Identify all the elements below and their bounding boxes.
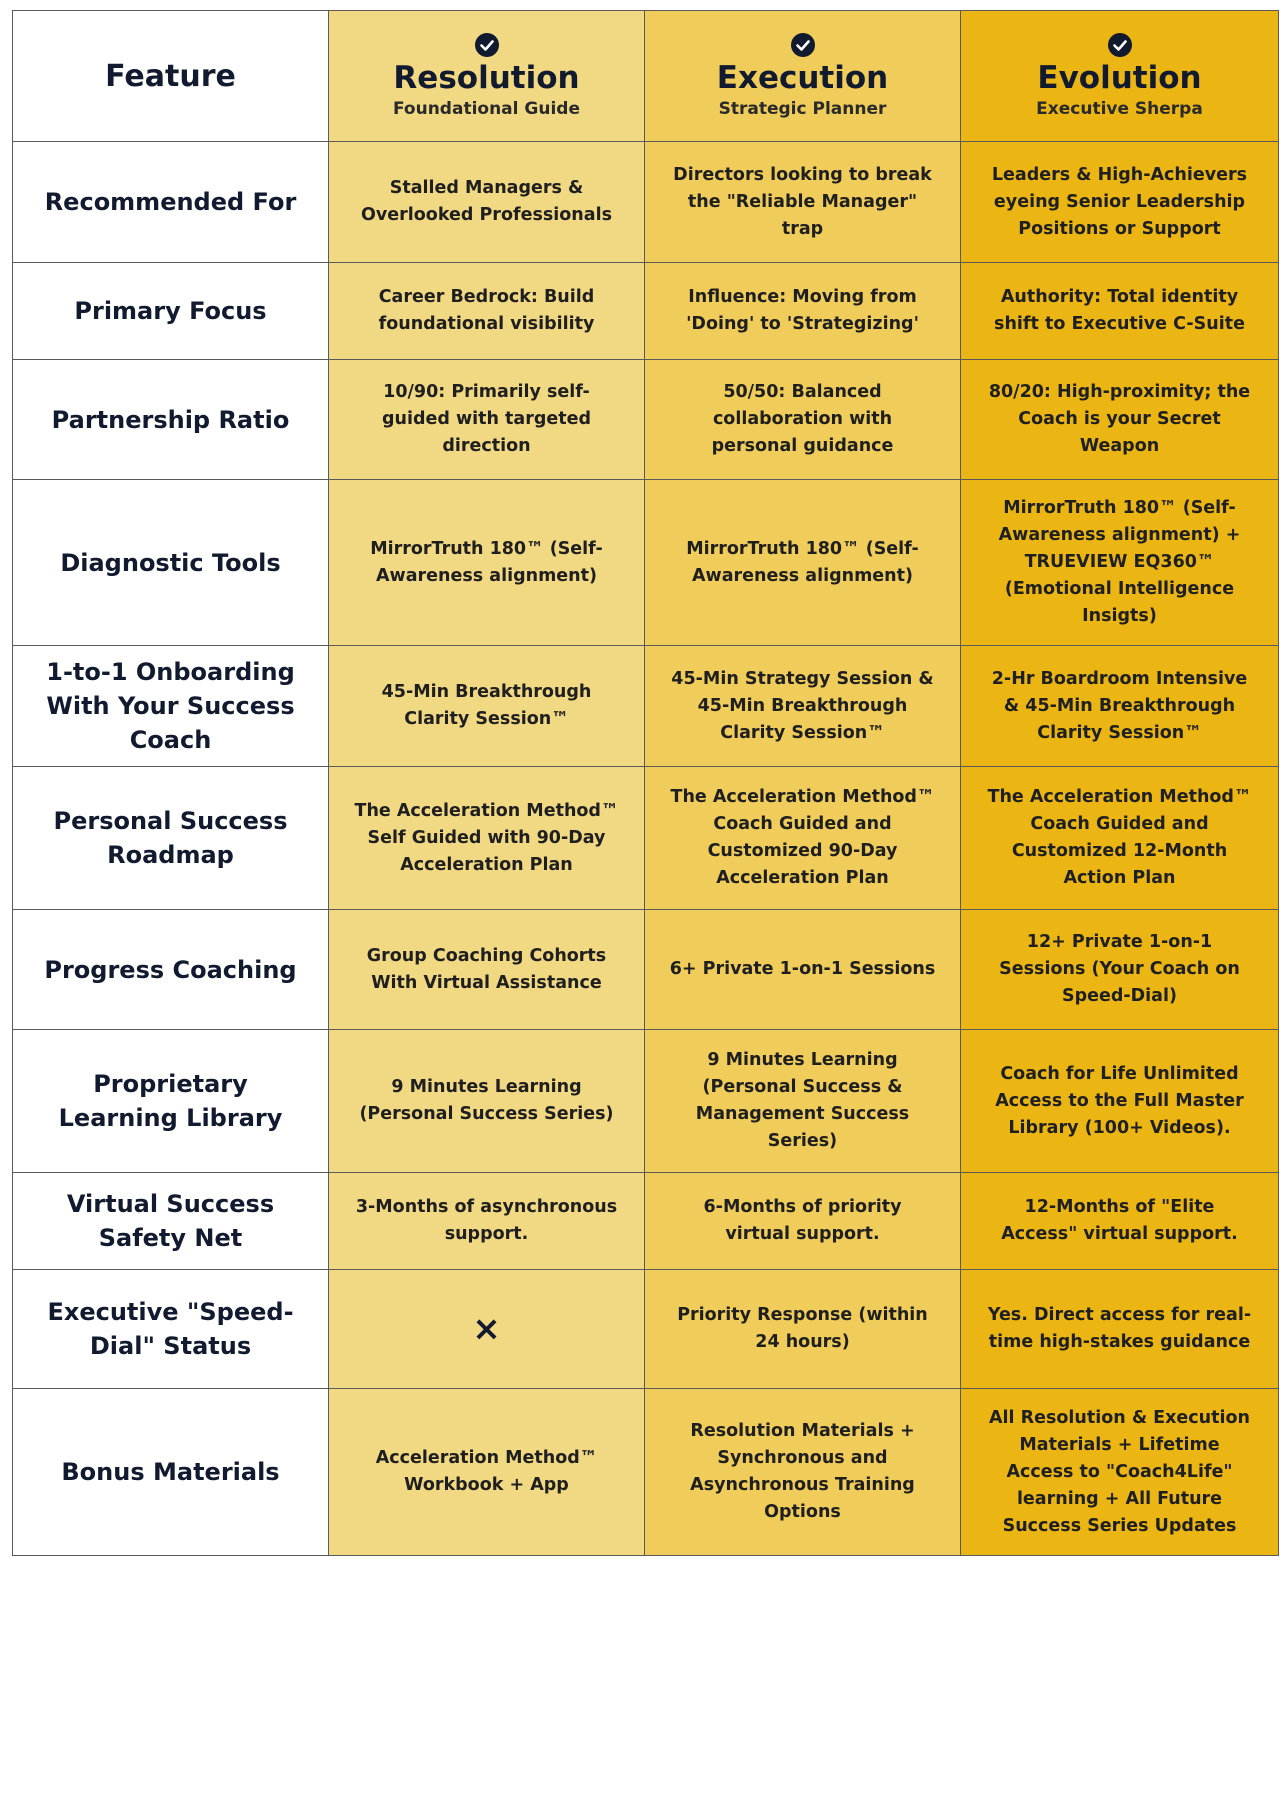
header-row [13, 11, 1279, 142]
plan-subtitle: Executive Sherpa [1036, 99, 1203, 119]
plan-header-execution [645, 11, 961, 142]
table-row [13, 1173, 1279, 1270]
plan-header-resolution [329, 11, 645, 142]
plan-header-evolution [961, 11, 1279, 142]
table-row [13, 646, 1279, 767]
table-cell: 9 Minutes Learning (Personal Success Series) [329, 1030, 645, 1173]
table-cell: Authority: Total identity shift to Executive C-Suite [961, 263, 1279, 360]
table-cell: Stalled Managers & Overlooked Professionals [329, 142, 645, 263]
table-cell: MirrorTruth 180™ (Self-Awareness alignment) [329, 480, 645, 646]
row-label: Proprietary Learning Library [13, 1030, 329, 1173]
table-row [13, 1270, 1279, 1389]
table-cell: Group Coaching Cohorts With Virtual Assistance [329, 910, 645, 1030]
check-circle-icon [1107, 32, 1133, 58]
table-cell: Priority Response (within 24 hours) [645, 1270, 961, 1389]
table-cell: 45-Min Strategy Session & 45-Min Breakthrough Clarity Session™ [645, 646, 961, 767]
table-cell: 2-Hr Boardroom Intensive & 45-Min Breakthrough Clarity Session™ [961, 646, 1279, 767]
table-row [13, 1389, 1279, 1556]
check-circle-icon [474, 32, 500, 58]
table-cell: The Acceleration Method™ Coach Guided and Customized 90-Day Acceleration Plan [645, 767, 961, 910]
table-row [13, 263, 1279, 360]
row-label: Diagnostic Tools [13, 480, 329, 646]
table-cell: 9 Minutes Learning (Personal Success & Management Success Series) [645, 1030, 961, 1173]
table-cell: Influence: Moving from 'Doing' to 'Strategizing' [645, 263, 961, 360]
table-cell: 6+ Private 1-on-1 Sessions [645, 910, 961, 1030]
table-cell: Leaders & High-Achievers eyeing Senior Leadership Positions or Support [961, 142, 1279, 263]
table-row [13, 1030, 1279, 1173]
row-label: Primary Focus [13, 263, 329, 360]
table-cell: 6-Months of priority virtual support. [645, 1173, 961, 1270]
not-included-x-icon: × [329, 1270, 645, 1389]
table-cell: 3-Months of asynchronous support. [329, 1173, 645, 1270]
table-row [13, 360, 1279, 480]
table-row [13, 142, 1279, 263]
table-cell: The Acceleration Method™ Self Guided with 90-Day Acceleration Plan [329, 767, 645, 910]
row-label: Personal Success Roadmap [13, 767, 329, 910]
table-cell: 10/90: Primarily self-guided with targeted direction [329, 360, 645, 480]
table-row [13, 910, 1279, 1030]
plan-name: Resolution [393, 60, 580, 96]
row-label: Bonus Materials [13, 1389, 329, 1556]
check-circle-icon [790, 32, 816, 58]
row-label: Executive "Speed-Dial" Status [13, 1270, 329, 1389]
table-row [13, 480, 1279, 646]
table-cell: Directors looking to break the "Reliable Manager" trap [645, 142, 961, 263]
feature-column-header: Feature [13, 11, 329, 142]
table-cell: 50/50: Balanced collaboration with personal guidance [645, 360, 961, 480]
row-label: Virtual Success Safety Net [13, 1173, 329, 1270]
table-cell: MirrorTruth 180™ (Self-Awareness alignment) [645, 480, 961, 646]
table-cell: Career Bedrock: Build foundational visibility [329, 263, 645, 360]
table-cell: 80/20: High-proximity; the Coach is your Secret Weapon [961, 360, 1279, 480]
table-cell: 12-Months of "Elite Access" virtual support. [961, 1173, 1279, 1270]
row-label: 1-to-1 Onboarding With Your Success Coach [13, 646, 329, 767]
table-cell: MirrorTruth 180™ (Self-Awareness alignment) + TRUEVIEW EQ360™ (Emotional Intelligence Insigts) [961, 480, 1279, 646]
row-label: Progress Coaching [13, 910, 329, 1030]
table-cell: Resolution Materials + Synchronous and Asynchronous Training Options [645, 1389, 961, 1556]
table-cell: 12+ Private 1-on-1 Sessions (Your Coach on Speed-Dial) [961, 910, 1279, 1030]
table-cell: Acceleration Method™ Workbook + App [329, 1389, 645, 1556]
plan-subtitle: Foundational Guide [393, 99, 580, 119]
plan-name: Evolution [1037, 60, 1202, 96]
table-cell: All Resolution & Execution Materials + Lifetime Access to "Coach4Life" learning + All Future Success Series Updates [961, 1389, 1279, 1556]
table-cell: Yes. Direct access for real-time high-stakes guidance [961, 1270, 1279, 1389]
table-cell: Coach for Life Unlimited Access to the Full Master Library (100+ Videos). [961, 1030, 1279, 1173]
comparison-table [12, 10, 1279, 1556]
row-label: Recommended For [13, 142, 329, 263]
table-cell: 45-Min Breakthrough Clarity Session™ [329, 646, 645, 767]
table-row [13, 767, 1279, 910]
table-cell: The Acceleration Method™ Coach Guided and Customized 12-Month Action Plan [961, 767, 1279, 910]
row-label: Partnership Ratio [13, 360, 329, 480]
plan-name: Execution [716, 60, 889, 96]
plan-subtitle: Strategic Planner [718, 99, 887, 119]
